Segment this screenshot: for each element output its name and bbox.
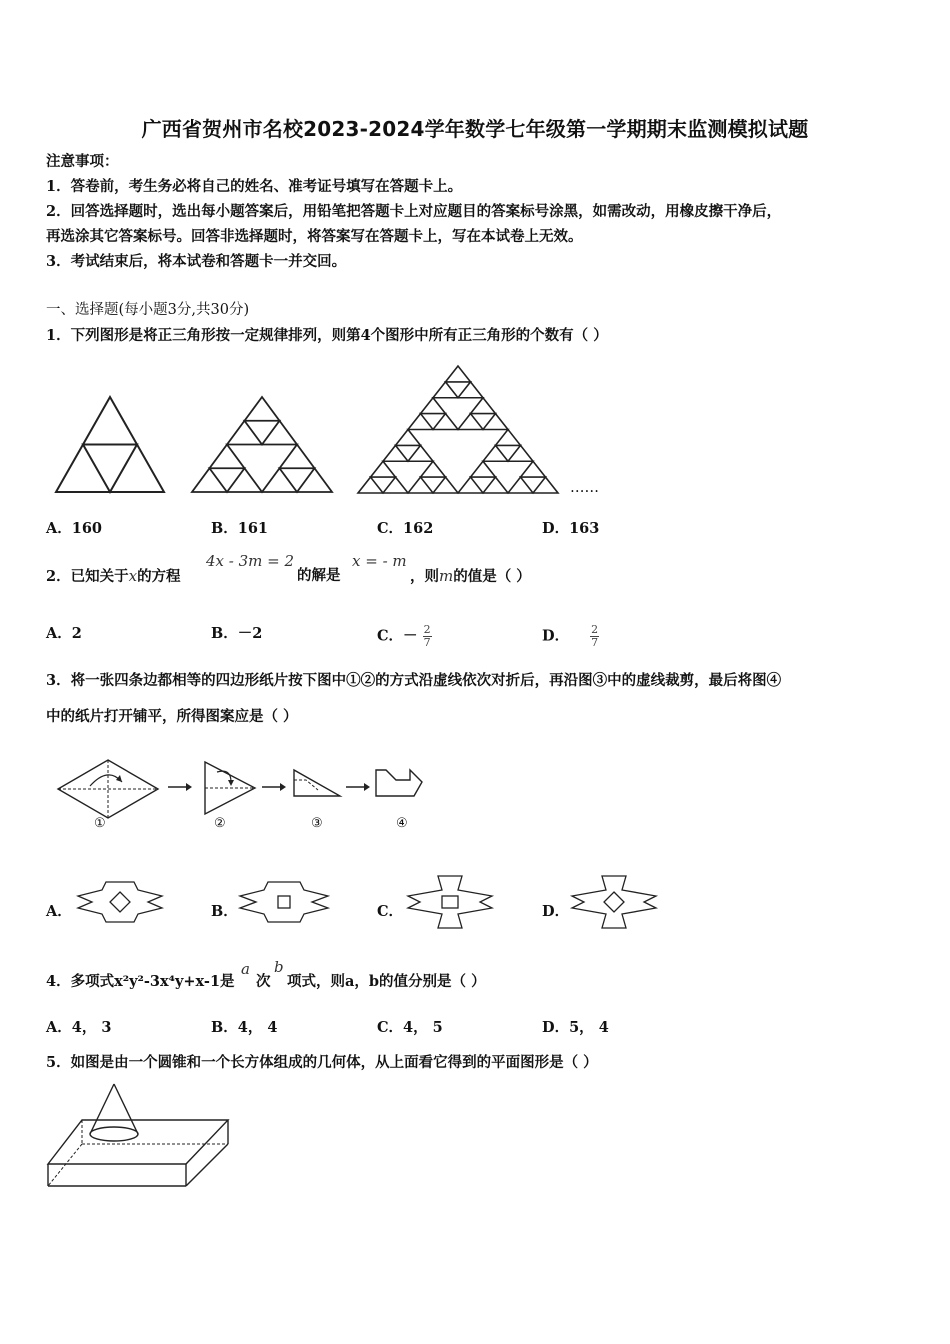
q1-figure-1	[54, 395, 166, 495]
q3-arrow-2	[262, 782, 286, 792]
q2-option-c-fraction: $\frac{2}{7}$	[423, 623, 431, 649]
notice-item-2: 2．回答选择题时，选出每小题答案后，用铅笔把答题卡上对应题目的答案标号涂黑，如需改动，用橡皮擦干净后，	[46, 203, 782, 220]
q3-step-label-1: ①	[94, 816, 106, 831]
q3-step-3-figure	[292, 768, 342, 798]
question-2-text	[46, 566, 181, 587]
q2-option-a[interactable]: A．2	[46, 625, 82, 642]
q3-step-label-3: ③	[311, 816, 323, 831]
q1-option-d[interactable]: D．163	[542, 520, 600, 537]
notice-item-1: 1．答卷前，考生务必将自己的姓名、准考证号填写在答题卡上。	[46, 178, 463, 195]
q2-option-c[interactable]	[377, 624, 432, 649]
q3-step-1-figure	[56, 758, 160, 820]
q3-option-b[interactable]: B．	[211, 903, 238, 920]
q4-suffix: 项式，则a，b的值分别是（ ）	[287, 973, 486, 990]
q1-figure-2	[190, 395, 335, 495]
q2-mid2: 的解是	[297, 567, 341, 584]
q2-equation: 4x - 3m = 2	[206, 552, 295, 570]
notice-item-2-cont: 再选涂其它答案标号。回答非选择题时，将答案写在答题卡上，写在本试卷上无效。	[46, 228, 583, 245]
question-3-line-2: 中的纸片打开铺平，所得图案应是（ ）	[46, 708, 298, 725]
q2-option-d[interactable]	[542, 624, 599, 649]
q4-mid2: 次	[256, 973, 271, 990]
question-4-prefix	[46, 972, 235, 992]
q4-var-b: b	[274, 958, 284, 976]
q2-option-d-fraction: $\frac{2}{7}$	[591, 623, 599, 649]
q1-figure-3	[356, 364, 560, 496]
q3-option-d[interactable]: D．	[542, 903, 570, 920]
notice-heading: 注意事项：	[46, 153, 119, 170]
q2-mid3: ，则	[410, 568, 439, 585]
q2-var-x: x	[128, 567, 138, 585]
q5-solid-figure	[44, 1080, 234, 1192]
q4-option-a[interactable]: A．4， 3	[46, 1019, 112, 1036]
notice-item-3: 3．考试结束后，将本试卷和答题卡一并交回。	[46, 253, 347, 270]
q1-option-b[interactable]: B．161	[211, 520, 269, 537]
question-1-text: 1．下列图形是将正三角形按一定规律排列，则第4个图形中所有正三角形的个数有（ ）	[46, 327, 608, 344]
q2-suffix: 的值是（ ）	[453, 568, 531, 585]
question-5-text: 5．如图是由一个圆锥和一个长方体组成的几何体，从上面看它得到的平面图形是（ ）	[46, 1054, 598, 1071]
q3-step-label-2: ②	[214, 816, 226, 831]
q1-option-c[interactable]: C．162	[377, 520, 434, 537]
q4-polynomial: x²y²-3x⁴y+x-1	[114, 973, 221, 990]
q2-mid1: 的方程	[137, 568, 181, 585]
q4-option-d[interactable]: D．5， 4	[542, 1019, 609, 1036]
question-3-line-1: 3．将一张四条边都相等的四边形纸片按下图中①②的方式沿虚线依次对折后，再沿图③中的虚线裁剪，最后将图④	[46, 672, 782, 689]
q3-arrow-3	[346, 782, 370, 792]
q2-prefix: 2．已知关于	[46, 568, 129, 585]
q2-solution: x = - m	[352, 552, 407, 570]
section-heading: 一、选择题(每小题3分,共30分)	[46, 302, 250, 318]
q3-option-c-figure[interactable]	[404, 872, 496, 932]
q3-arrow-1	[168, 782, 192, 792]
q2-option-d-label: D．	[542, 627, 570, 645]
q1-option-a[interactable]: A．160	[46, 520, 103, 537]
q3-option-a[interactable]: A．	[46, 903, 72, 920]
q3-option-a-figure[interactable]	[76, 872, 164, 932]
q3-step-4-figure	[374, 768, 426, 798]
q3-step-label-4: ④	[396, 816, 408, 831]
q4-mid1: 是	[220, 973, 235, 990]
q3-option-d-figure[interactable]	[568, 872, 660, 932]
q2-option-c-label: C．－	[377, 627, 418, 645]
q2-var-m: m	[439, 567, 454, 585]
q4-option-c[interactable]: C．4， 5	[377, 1019, 443, 1036]
q4-prefix: 4．多项式	[46, 973, 115, 990]
q2-option-b[interactable]: B．－2	[211, 625, 263, 642]
q1-ellipsis: ……	[570, 480, 599, 496]
q2-tail	[410, 566, 531, 587]
q4-option-b[interactable]: B．4， 4	[211, 1019, 278, 1036]
q4-var-a: a	[241, 960, 250, 978]
q3-step-2-figure	[203, 760, 257, 816]
page-title: 广西省贺州市名校2023-2024学年数学七年级第一学期期末监测模拟试题	[141, 117, 809, 141]
q3-option-b-figure[interactable]	[238, 872, 330, 932]
q3-option-c[interactable]: C．	[377, 903, 404, 920]
